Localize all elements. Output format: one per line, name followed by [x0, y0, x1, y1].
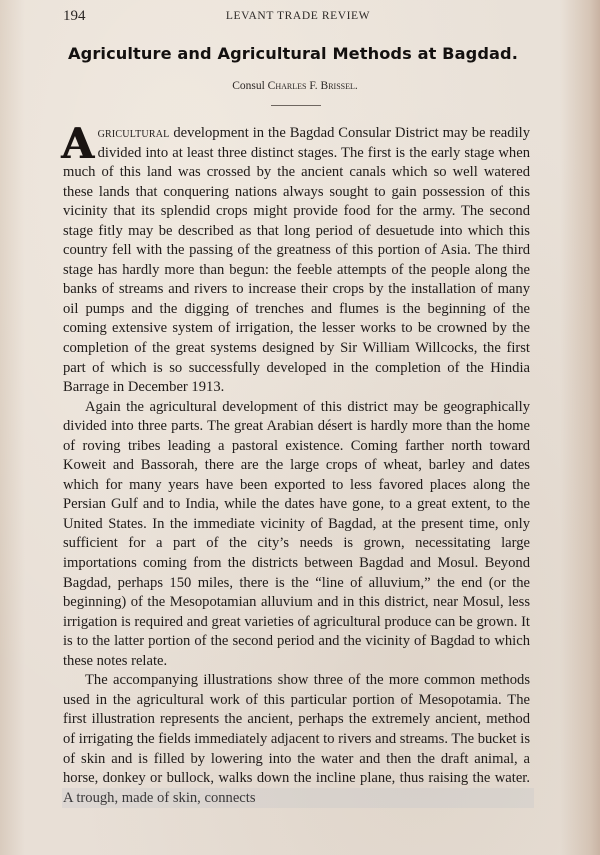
paragraph-3: The accompanying illustrations show three of the more common methods used in the agricultural work of this particular portion of Mesopotamia. The first illustration represents the ancient, perhaps the extremely ancient, method of irrigating the fields immediately adjacent to rivers and streams. The bucket is of skin and is filled by lowering into the water and then the draft animal, a horse, donkey or bullock, walks down the incline plane, thus raising the water. A trough, made of skin, connects: [63, 672, 530, 806]
title-divider: [271, 105, 321, 106]
drop-cap: A: [61, 119, 94, 168]
byline-prefix: Consul: [232, 80, 265, 92]
journal-title: LEVANT TRADE REVIEW: [225, 10, 371, 22]
page-number: 194: [63, 8, 86, 24]
paragraph-2: Again the agricultural development of this district may be geographically divided into three parts. The great Arabian désert is hardly more than the home of roving tribes leading a pastoral existence. Coming farther north toward Koweit and Bassorah, there are the large crops of wheat, barley and dates which for many years have been exported to less favored places along the Persian Gulf and to India, while the dates have gone, to a great extent, to the United States. In the immediate vicinity of Bagdad, at the present time, only sufficient for a part of the city’s needs is grown, necessitating large importations coming from the districts between Bagdad and Mosul. Beyond Bagdad, perhaps 150 miles, there is the “line of alluvium,” the end (or the beginning) of the Mesopotamian alluvium and in this district, near Mosul, less irrigation is required and great varieties of agricultural produce can be grown. It is to the latter portion of the second period and the vicinity of Bagdad to which these notes relate.: [63, 398, 530, 669]
show-through-band: [62, 788, 534, 808]
byline: [60, 80, 530, 92]
paragraph-1: [61, 119, 530, 398]
lead-in: gricultural: [97, 125, 170, 141]
article-title: Agriculture and Agricultural Methods at Bagdad.: [68, 44, 518, 63]
running-head: [63, 8, 533, 26]
author-name: Charles F. Brissel.: [267, 80, 358, 92]
paragraph-1-text: development in the Bagdad Consular District may be readily divided into at least three distinct stages. The first is the early stage when much of this land was crossed by the ancient canals which so well watered these lands that conquering nations always sought to gain possession of this vicinity that its splendid crops might provide food for the army. The second stage fitly may be described as that long period of desuetude into which this country fell with the passing of the greatness of this portion of Asia. The third stage has hardly more than begun: the feeble attempts of the people along the banks of streams and rivers to increase their crops by the installation of many oil pumps and the digging of trenches and flumes is the beginning of the coming extensive system of irrigation, the lesser works to be crowned by the completion of the great systems designed by Sir William Willcocks, the first part of which is so successfully developed in the completion of the Hindia Barrage in December 1913.: [63, 125, 530, 396]
article-body: [61, 119, 530, 808]
